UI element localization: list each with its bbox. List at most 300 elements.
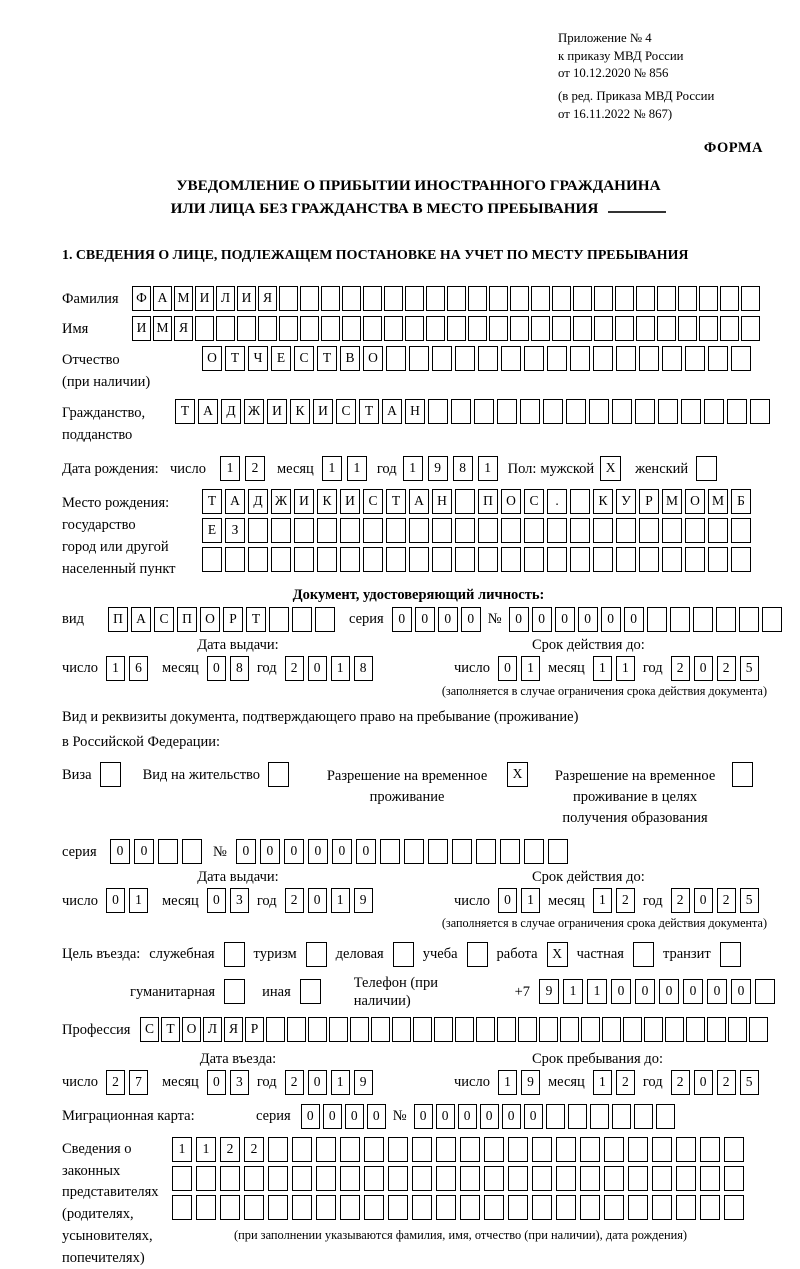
- cell[interactable]: 0: [414, 1104, 433, 1129]
- cell[interactable]: 2: [671, 1070, 690, 1095]
- cell[interactable]: [568, 1104, 587, 1129]
- cell[interactable]: С: [363, 489, 383, 514]
- cell[interactable]: [321, 286, 340, 311]
- cell[interactable]: [388, 1137, 408, 1162]
- cell[interactable]: [678, 286, 697, 311]
- cell[interactable]: [476, 839, 496, 864]
- cell[interactable]: 8: [453, 456, 473, 481]
- cell[interactable]: [634, 1104, 653, 1129]
- cell[interactable]: С: [524, 489, 544, 514]
- cell[interactable]: [202, 547, 222, 572]
- cell[interactable]: [306, 942, 327, 967]
- cell[interactable]: [248, 518, 268, 543]
- cell[interactable]: [548, 839, 568, 864]
- cell[interactable]: [508, 1166, 528, 1191]
- cell[interactable]: 0: [578, 607, 598, 632]
- cell[interactable]: 2: [285, 1070, 304, 1095]
- cell[interactable]: [317, 518, 337, 543]
- cell[interactable]: 2: [717, 656, 736, 681]
- cell[interactable]: О: [501, 489, 521, 514]
- cell[interactable]: [720, 316, 739, 341]
- cell[interactable]: [426, 316, 445, 341]
- cell[interactable]: 0: [356, 839, 376, 864]
- cell[interactable]: [386, 518, 406, 543]
- cell[interactable]: 1: [172, 1137, 192, 1162]
- cell[interactable]: [652, 1195, 672, 1220]
- cell[interactable]: 2: [616, 888, 635, 913]
- cell[interactable]: [467, 942, 488, 967]
- cell[interactable]: [699, 286, 718, 311]
- cell[interactable]: [628, 1166, 648, 1191]
- cell[interactable]: [220, 1166, 240, 1191]
- cell[interactable]: [340, 1137, 360, 1162]
- cell[interactable]: 1: [106, 656, 125, 681]
- cell[interactable]: 0: [308, 888, 327, 913]
- cell[interactable]: [478, 518, 498, 543]
- cell[interactable]: [258, 316, 277, 341]
- cell[interactable]: [616, 346, 636, 371]
- cell[interactable]: 0: [415, 607, 435, 632]
- cell[interactable]: [412, 1166, 432, 1191]
- cell[interactable]: [552, 316, 571, 341]
- cell[interactable]: [570, 489, 590, 514]
- cell[interactable]: [432, 518, 452, 543]
- cell[interactable]: [707, 1017, 726, 1042]
- cell[interactable]: [452, 839, 472, 864]
- cell[interactable]: 0: [207, 1070, 226, 1095]
- cell[interactable]: П: [108, 607, 128, 632]
- cell[interactable]: [455, 346, 475, 371]
- cell[interactable]: [662, 547, 682, 572]
- cell[interactable]: К: [317, 489, 337, 514]
- cell[interactable]: [727, 399, 747, 424]
- cell[interactable]: [532, 1195, 552, 1220]
- cell[interactable]: И: [132, 316, 151, 341]
- cell[interactable]: [556, 1137, 576, 1162]
- cell[interactable]: 0: [611, 979, 631, 1004]
- cell[interactable]: [580, 1195, 600, 1220]
- cell[interactable]: [685, 547, 705, 572]
- cell[interactable]: 0: [438, 607, 458, 632]
- cell[interactable]: 2: [220, 1137, 240, 1162]
- cell[interactable]: 0: [236, 839, 256, 864]
- cell[interactable]: [524, 839, 544, 864]
- cell[interactable]: 0: [301, 1104, 320, 1129]
- cell[interactable]: [696, 456, 717, 481]
- cell[interactable]: У: [616, 489, 636, 514]
- cell[interactable]: [708, 518, 728, 543]
- cell[interactable]: [662, 518, 682, 543]
- cell[interactable]: 0: [134, 839, 154, 864]
- cell[interactable]: [432, 547, 452, 572]
- cell[interactable]: [300, 979, 321, 1004]
- cell[interactable]: И: [294, 489, 314, 514]
- cell[interactable]: [531, 316, 550, 341]
- cell[interactable]: О: [202, 346, 222, 371]
- cell[interactable]: [700, 1166, 720, 1191]
- cell[interactable]: [720, 286, 739, 311]
- cell[interactable]: Я: [258, 286, 277, 311]
- cell[interactable]: 2: [244, 1137, 264, 1162]
- cell[interactable]: [615, 286, 634, 311]
- cell[interactable]: [524, 547, 544, 572]
- cell[interactable]: [388, 1166, 408, 1191]
- cell[interactable]: О: [200, 607, 220, 632]
- cell[interactable]: 9: [428, 456, 448, 481]
- cell[interactable]: [196, 1195, 216, 1220]
- cell[interactable]: [244, 1195, 264, 1220]
- cell[interactable]: [685, 518, 705, 543]
- cell[interactable]: [616, 518, 636, 543]
- cell[interactable]: И: [267, 399, 287, 424]
- cell[interactable]: 1: [403, 456, 423, 481]
- cell[interactable]: 0: [480, 1104, 499, 1129]
- cell[interactable]: [292, 607, 312, 632]
- cell[interactable]: Т: [386, 489, 406, 514]
- cell[interactable]: 9: [539, 979, 559, 1004]
- cell[interactable]: Ч: [248, 346, 268, 371]
- cell[interactable]: [489, 316, 508, 341]
- cell[interactable]: [317, 547, 337, 572]
- cell[interactable]: 2: [717, 1070, 736, 1095]
- cell[interactable]: X: [507, 762, 528, 787]
- cell[interactable]: [269, 607, 289, 632]
- cell[interactable]: О: [182, 1017, 201, 1042]
- cell[interactable]: 0: [458, 1104, 477, 1129]
- cell[interactable]: 0: [367, 1104, 386, 1129]
- cell[interactable]: П: [177, 607, 197, 632]
- cell[interactable]: [196, 1166, 216, 1191]
- cell[interactable]: Т: [225, 346, 245, 371]
- cell[interactable]: [340, 547, 360, 572]
- cell[interactable]: [539, 1017, 558, 1042]
- cell[interactable]: 8: [354, 656, 373, 681]
- cell[interactable]: [739, 607, 759, 632]
- cell[interactable]: [455, 1017, 474, 1042]
- cell[interactable]: 0: [207, 888, 226, 913]
- cell[interactable]: [447, 316, 466, 341]
- cell[interactable]: [342, 316, 361, 341]
- cell[interactable]: [294, 547, 314, 572]
- cell[interactable]: [693, 607, 713, 632]
- cell[interactable]: [728, 1017, 747, 1042]
- cell[interactable]: X: [600, 456, 621, 481]
- cell[interactable]: Т: [161, 1017, 180, 1042]
- cell[interactable]: [404, 839, 424, 864]
- cell[interactable]: X: [547, 942, 568, 967]
- cell[interactable]: 1: [521, 656, 540, 681]
- cell[interactable]: 0: [308, 839, 328, 864]
- cell[interactable]: Е: [202, 518, 222, 543]
- cell[interactable]: [616, 547, 636, 572]
- cell[interactable]: 0: [260, 839, 280, 864]
- cell[interactable]: [300, 286, 319, 311]
- cell[interactable]: [426, 286, 445, 311]
- cell[interactable]: [678, 316, 697, 341]
- cell[interactable]: 0: [345, 1104, 364, 1129]
- cell[interactable]: .: [547, 489, 567, 514]
- cell[interactable]: Т: [202, 489, 222, 514]
- cell[interactable]: Т: [317, 346, 337, 371]
- cell[interactable]: [602, 1017, 621, 1042]
- cell[interactable]: [520, 399, 540, 424]
- cell[interactable]: С: [140, 1017, 159, 1042]
- cell[interactable]: [393, 942, 414, 967]
- cell[interactable]: 2: [671, 656, 690, 681]
- cell[interactable]: [432, 346, 452, 371]
- cell[interactable]: [363, 518, 383, 543]
- cell[interactable]: [436, 1195, 456, 1220]
- cell[interactable]: 0: [461, 607, 481, 632]
- cell[interactable]: 2: [245, 456, 265, 481]
- cell[interactable]: [195, 316, 214, 341]
- cell[interactable]: [460, 1137, 480, 1162]
- cell[interactable]: 2: [616, 1070, 635, 1095]
- cell[interactable]: [460, 1195, 480, 1220]
- cell[interactable]: М: [708, 489, 728, 514]
- cell[interactable]: [308, 1017, 327, 1042]
- cell[interactable]: [468, 286, 487, 311]
- cell[interactable]: [428, 839, 448, 864]
- cell[interactable]: 2: [106, 1070, 125, 1095]
- cell[interactable]: 3: [230, 888, 249, 913]
- cell[interactable]: [484, 1166, 504, 1191]
- cell[interactable]: [501, 518, 521, 543]
- cell[interactable]: [652, 1166, 672, 1191]
- cell[interactable]: 0: [106, 888, 125, 913]
- cell[interactable]: [656, 1104, 675, 1129]
- cell[interactable]: [590, 1104, 609, 1129]
- cell[interactable]: [676, 1195, 696, 1220]
- cell[interactable]: 1: [129, 888, 148, 913]
- cell[interactable]: [468, 316, 487, 341]
- cell[interactable]: 8: [230, 656, 249, 681]
- cell[interactable]: [508, 1195, 528, 1220]
- cell[interactable]: 0: [323, 1104, 342, 1129]
- cell[interactable]: [700, 1137, 720, 1162]
- cell[interactable]: 0: [436, 1104, 455, 1129]
- cell[interactable]: 0: [332, 839, 352, 864]
- cell[interactable]: А: [225, 489, 245, 514]
- cell[interactable]: 1: [593, 1070, 612, 1095]
- cell[interactable]: [570, 346, 590, 371]
- cell[interactable]: [340, 1166, 360, 1191]
- cell[interactable]: [363, 547, 383, 572]
- cell[interactable]: 1: [331, 1070, 350, 1095]
- cell[interactable]: А: [198, 399, 218, 424]
- cell[interactable]: [380, 839, 400, 864]
- cell[interactable]: [224, 942, 245, 967]
- cell[interactable]: Н: [432, 489, 452, 514]
- cell[interactable]: [172, 1195, 192, 1220]
- cell[interactable]: [508, 1137, 528, 1162]
- cell[interactable]: 1: [347, 456, 367, 481]
- cell[interactable]: 2: [671, 888, 690, 913]
- cell[interactable]: И: [313, 399, 333, 424]
- cell[interactable]: [460, 1166, 480, 1191]
- cell[interactable]: [647, 607, 667, 632]
- cell[interactable]: [364, 1166, 384, 1191]
- cell[interactable]: 6: [129, 656, 148, 681]
- cell[interactable]: 0: [624, 607, 644, 632]
- cell[interactable]: [292, 1195, 312, 1220]
- cell[interactable]: О: [363, 346, 383, 371]
- cell[interactable]: [484, 1137, 504, 1162]
- cell[interactable]: [720, 942, 741, 967]
- cell[interactable]: [220, 1195, 240, 1220]
- cell[interactable]: Р: [639, 489, 659, 514]
- cell[interactable]: Ф: [132, 286, 151, 311]
- cell[interactable]: [384, 316, 403, 341]
- cell[interactable]: [681, 399, 701, 424]
- cell[interactable]: [593, 547, 613, 572]
- cell[interactable]: [633, 942, 654, 967]
- cell[interactable]: [580, 1137, 600, 1162]
- cell[interactable]: [386, 547, 406, 572]
- cell[interactable]: [388, 1195, 408, 1220]
- cell[interactable]: [594, 316, 613, 341]
- cell[interactable]: [100, 762, 121, 787]
- cell[interactable]: Ж: [271, 489, 291, 514]
- cell[interactable]: [476, 1017, 495, 1042]
- cell[interactable]: [750, 399, 770, 424]
- cell[interactable]: [364, 1137, 384, 1162]
- cell[interactable]: 2: [285, 888, 304, 913]
- cell[interactable]: [478, 346, 498, 371]
- cell[interactable]: [685, 346, 705, 371]
- cell[interactable]: [612, 399, 632, 424]
- cell[interactable]: 0: [707, 979, 727, 1004]
- cell[interactable]: [287, 1017, 306, 1042]
- cell[interactable]: [570, 518, 590, 543]
- cell[interactable]: 0: [498, 888, 517, 913]
- cell[interactable]: [510, 286, 529, 311]
- cell[interactable]: [172, 1166, 192, 1191]
- cell[interactable]: [340, 518, 360, 543]
- cell[interactable]: [547, 346, 567, 371]
- cell[interactable]: [543, 399, 563, 424]
- cell[interactable]: [158, 839, 178, 864]
- cell[interactable]: [658, 399, 678, 424]
- cell[interactable]: [363, 316, 382, 341]
- cell[interactable]: А: [131, 607, 151, 632]
- cell[interactable]: [639, 518, 659, 543]
- cell[interactable]: [409, 346, 429, 371]
- cell[interactable]: [755, 979, 775, 1004]
- cell[interactable]: [724, 1137, 744, 1162]
- cell[interactable]: 5: [740, 656, 759, 681]
- cell[interactable]: [518, 1017, 537, 1042]
- cell[interactable]: [628, 1137, 648, 1162]
- cell[interactable]: [524, 518, 544, 543]
- cell[interactable]: [724, 1195, 744, 1220]
- cell[interactable]: [593, 346, 613, 371]
- cell[interactable]: Я: [174, 316, 193, 341]
- cell[interactable]: [676, 1166, 696, 1191]
- cell[interactable]: 1: [563, 979, 583, 1004]
- cell[interactable]: [182, 839, 202, 864]
- cell[interactable]: [604, 1195, 624, 1220]
- cell[interactable]: В: [340, 346, 360, 371]
- cell[interactable]: [636, 286, 655, 311]
- cell[interactable]: [500, 839, 520, 864]
- cell[interactable]: [686, 1017, 705, 1042]
- cell[interactable]: [436, 1137, 456, 1162]
- cell[interactable]: Л: [216, 286, 235, 311]
- cell[interactable]: М: [153, 316, 172, 341]
- cell[interactable]: [316, 1195, 336, 1220]
- cell[interactable]: 0: [683, 979, 703, 1004]
- cell[interactable]: [657, 316, 676, 341]
- cell[interactable]: [676, 1137, 696, 1162]
- cell[interactable]: 0: [110, 839, 130, 864]
- cell[interactable]: С: [336, 399, 356, 424]
- cell[interactable]: [604, 1166, 624, 1191]
- cell[interactable]: [531, 286, 550, 311]
- cell[interactable]: [225, 547, 245, 572]
- cell[interactable]: [635, 399, 655, 424]
- cell[interactable]: [412, 1137, 432, 1162]
- cell[interactable]: [623, 1017, 642, 1042]
- cell[interactable]: [316, 1137, 336, 1162]
- cell[interactable]: [321, 316, 340, 341]
- cell[interactable]: [639, 346, 659, 371]
- cell[interactable]: [589, 399, 609, 424]
- cell[interactable]: [364, 1195, 384, 1220]
- cell[interactable]: [489, 286, 508, 311]
- cell[interactable]: Т: [175, 399, 195, 424]
- cell[interactable]: [371, 1017, 390, 1042]
- cell[interactable]: [447, 286, 466, 311]
- cell[interactable]: [573, 316, 592, 341]
- cell[interactable]: [665, 1017, 684, 1042]
- cell[interactable]: 1: [331, 888, 350, 913]
- cell[interactable]: 9: [354, 888, 373, 913]
- cell[interactable]: 1: [220, 456, 240, 481]
- cell[interactable]: П: [478, 489, 498, 514]
- cell[interactable]: О: [685, 489, 705, 514]
- cell[interactable]: [593, 518, 613, 543]
- cell[interactable]: 9: [521, 1070, 540, 1095]
- cell[interactable]: М: [662, 489, 682, 514]
- cell[interactable]: [581, 1017, 600, 1042]
- cell[interactable]: [501, 346, 521, 371]
- cell[interactable]: [741, 286, 760, 311]
- cell[interactable]: [652, 1137, 672, 1162]
- cell[interactable]: [700, 1195, 720, 1220]
- cell[interactable]: 1: [587, 979, 607, 1004]
- cell[interactable]: 9: [354, 1070, 373, 1095]
- cell[interactable]: [478, 547, 498, 572]
- cell[interactable]: [644, 1017, 663, 1042]
- cell[interactable]: [731, 518, 751, 543]
- cell[interactable]: 0: [498, 656, 517, 681]
- cell[interactable]: [762, 607, 782, 632]
- cell[interactable]: 2: [285, 656, 304, 681]
- cell[interactable]: 0: [284, 839, 304, 864]
- cell[interactable]: [704, 399, 724, 424]
- cell[interactable]: Р: [245, 1017, 264, 1042]
- cell[interactable]: [300, 316, 319, 341]
- cell[interactable]: [604, 1137, 624, 1162]
- cell[interactable]: [657, 286, 676, 311]
- cell[interactable]: 0: [502, 1104, 521, 1129]
- cell[interactable]: [474, 399, 494, 424]
- cell[interactable]: [271, 518, 291, 543]
- cell[interactable]: Р: [223, 607, 243, 632]
- cell[interactable]: [556, 1166, 576, 1191]
- cell[interactable]: 5: [740, 888, 759, 913]
